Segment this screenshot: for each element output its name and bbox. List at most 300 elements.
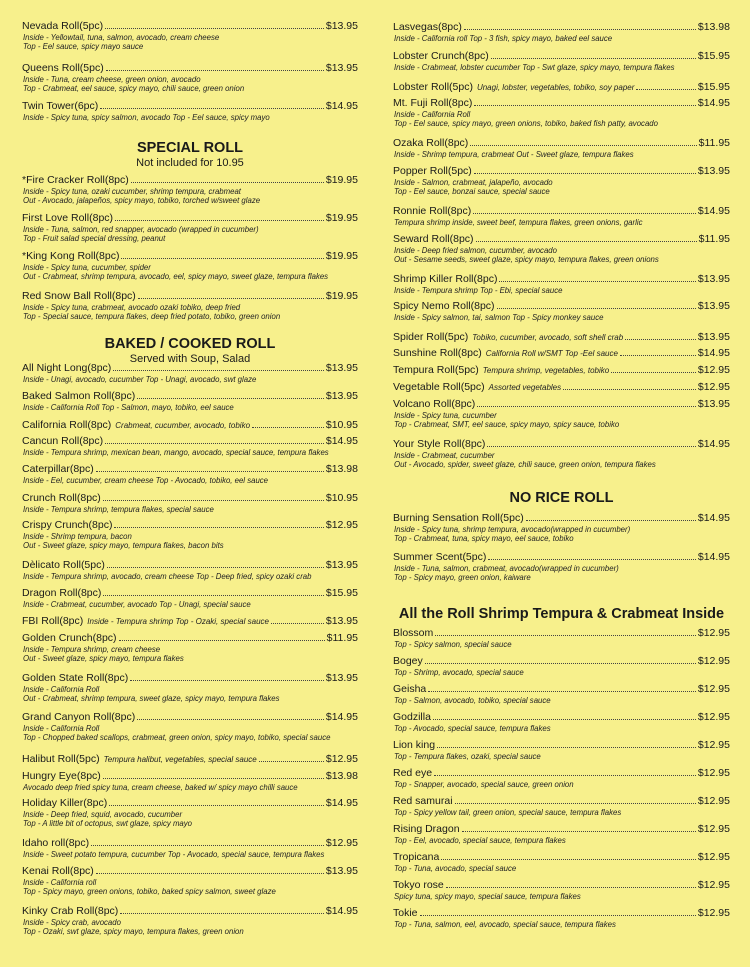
item-description: Top - Tuna, avocado, special sauce — [394, 863, 517, 873]
item-name: Red Snow Ball Roll(8pc) — [22, 290, 136, 302]
dot-leader — [476, 241, 697, 242]
item-description: Top - Crabmeat, eel sauce, spicy mayo, chili sauce, green onion — [23, 83, 245, 93]
menu-item — [22, 632, 358, 663]
menu-item-row — [393, 331, 730, 345]
item-inline-description: Tempura halibut, vegetables, special sauce — [103, 755, 257, 764]
item-name: Caterpillar(8pc) — [22, 463, 94, 475]
item-price: $19.95 — [325, 174, 358, 186]
menu-item — [22, 905, 358, 936]
menu-item-row — [22, 100, 358, 113]
item-price: $12.95 — [697, 795, 730, 807]
item-price: $13.95 — [325, 20, 358, 32]
item-name: Kinky Crab Roll(8pc) — [22, 905, 119, 917]
item-price: $12.95 — [325, 753, 358, 765]
item-description: Top - Eel, avocado, special sauce, tempura flakes — [394, 835, 566, 845]
menu-item — [393, 137, 730, 159]
menu-item-row — [393, 739, 730, 752]
dot-leader — [499, 281, 695, 282]
dot-leader — [428, 691, 696, 692]
item-price: $14.95 — [697, 438, 730, 450]
menu-item — [22, 435, 358, 457]
menu-item — [393, 50, 730, 72]
section-subtitle: Not included for 10.95 — [136, 157, 244, 169]
dot-leader — [464, 29, 696, 30]
item-description: Inside - Spicy crab, avocado — [23, 917, 121, 927]
menu-item — [22, 62, 358, 93]
menu-item — [22, 419, 358, 433]
menu-item — [393, 627, 730, 649]
menu-item — [393, 205, 730, 227]
item-description: Top - Spicy salmon, special sauce — [394, 639, 512, 649]
dot-leader — [119, 640, 325, 641]
item-description: Inside - Tempura shrimp Top - Ebi, special sauce — [394, 285, 563, 295]
item-description: Spicy tuna, spicy mayo, special sauce, tempura flakes — [394, 891, 581, 901]
dot-leader — [425, 663, 696, 664]
item-inline-description: Crabmeat, cucumber, avocado, tobiko — [115, 421, 251, 430]
menu-item-row — [22, 559, 358, 572]
item-description: Top - Special sauce, tempura flakes, deep fried potato, tobiko, green onion — [23, 311, 281, 321]
item-name: Lasvegas(8pc) — [393, 21, 462, 33]
menu-item — [22, 615, 358, 629]
item-price: $13.98 — [325, 770, 358, 782]
item-description: Top - Ozaki, swt glaze, spicy mayo, tempura flakes, green onion — [23, 926, 244, 936]
item-name: Vegetable Roll(5pc) — [393, 381, 485, 393]
dot-leader — [455, 803, 696, 804]
item-description: Top - Snapper, avocado, special sauce, green onion — [394, 779, 574, 789]
item-name: Spicy Nemo Roll(8pc) — [393, 300, 495, 312]
menu-item-row — [22, 797, 358, 810]
dot-leader — [470, 145, 696, 146]
menu-item-row — [22, 212, 358, 225]
dot-leader — [96, 471, 324, 472]
menu-item — [22, 100, 358, 122]
item-price: $15.95 — [325, 587, 358, 599]
section-title: NO RICE ROLL — [509, 490, 614, 506]
menu-item-row — [22, 390, 358, 403]
dot-leader — [563, 389, 696, 390]
item-price: $12.95 — [697, 767, 730, 779]
item-name: Halibut Roll(5pc) — [22, 753, 100, 765]
item-description: Top - Spicy yellow tail, green onion, special sauce, tempura flakes — [394, 807, 622, 817]
item-description: Out - Crabmeat, shrimp tempura, avocado, eel, spicy mayo, sweet glaze, tempura flakes — [23, 271, 329, 281]
item-description: Top - Shrimp, avocado, special sauce — [394, 667, 524, 677]
menu-item — [22, 290, 358, 321]
dot-leader — [636, 89, 695, 90]
item-description: Inside - Tempura shrimp, avocado, cream cheese Top - Deep fried, spicy ozaki crab — [23, 571, 312, 581]
item-description: Top - Crabmeat, SMT, eel sauce, spicy mayo, spicy sauce, tobiko — [394, 419, 620, 429]
item-description: Inside - Shrimp tempura, bacon — [23, 531, 132, 541]
menu-item-row — [393, 364, 730, 378]
menu-item-row — [22, 837, 358, 850]
menu-item — [22, 753, 358, 767]
item-name: Red eye — [393, 767, 433, 779]
dot-leader — [100, 108, 324, 109]
menu-item-row — [393, 97, 730, 110]
section-title: All the Roll Shrimp Tempura & Crabmeat Inside — [398, 606, 725, 622]
section-title: SPECIAL ROLL — [136, 140, 244, 156]
menu-item-row — [22, 20, 358, 33]
dot-leader — [625, 339, 696, 340]
item-name: Godzilla — [393, 711, 431, 723]
item-name: Crunch Roll(8pc) — [22, 492, 101, 504]
dot-leader — [487, 446, 695, 447]
menu-item — [393, 683, 730, 705]
menu-item-row — [393, 21, 730, 34]
item-description: Inside - Sweet potato tempura, cucumber Top - Avocado, special sauce, tempura flakes — [23, 849, 325, 859]
item-description: Inside - Spicy tuna, cucumber — [394, 410, 497, 420]
menu-item — [393, 655, 730, 677]
dot-leader — [96, 873, 324, 874]
menu-item — [393, 711, 730, 733]
item-price: $14.95 — [697, 512, 730, 524]
dot-leader — [131, 182, 324, 183]
item-name: California Roll(8pc) — [22, 419, 112, 431]
item-description: Inside - Deep fried, squid, avocado, cucumber — [23, 809, 183, 819]
menu-item — [22, 837, 358, 859]
item-name: FBI Roll(8pc) — [22, 615, 84, 627]
item-name: Nevada Roll(5pc) — [22, 20, 104, 32]
menu-item-row — [22, 672, 358, 685]
menu-item-row — [22, 362, 358, 375]
dot-leader — [620, 355, 696, 356]
item-description: Top - Tempura flakes, ozaki, special sauce — [394, 751, 541, 761]
item-description: Top - Eel sauce, bonzai sauce, special sauce — [394, 186, 550, 196]
dot-leader — [611, 372, 696, 373]
item-name: Red samurai — [393, 795, 453, 807]
item-name: Volcano Roll(8pc) — [393, 398, 476, 410]
menu-item — [393, 300, 730, 322]
item-name: All Night Long(8pc) — [22, 362, 112, 374]
dot-leader — [103, 500, 324, 501]
menu-item — [393, 739, 730, 761]
menu-item-row — [393, 627, 730, 640]
item-name: Mt. Fuji Roll(8pc) — [393, 97, 473, 109]
item-inline-description: Inside - Tempura shrimp Top - Ozaki, special sauce — [87, 617, 269, 626]
menu-item — [393, 273, 730, 295]
section-all-the-roll-shrimp-tempura-crabmeat-inside — [393, 606, 730, 623]
item-description: Inside - Tuna, cream cheese, green onion, avocado — [23, 74, 201, 84]
dot-leader — [91, 845, 324, 846]
item-description: Top - Tuna, salmon, eel, avocado, special sauce, tempura flakes — [394, 919, 616, 929]
item-inline-description: Tempura shrimp, vegetables, tobiko — [482, 366, 610, 375]
dot-leader — [105, 443, 324, 444]
item-name: Baked Salmon Roll(8pc) — [22, 390, 136, 402]
menu-item-row — [22, 250, 358, 263]
menu-item-row — [393, 137, 730, 150]
menu-item-row — [22, 492, 358, 505]
item-description: Top - A little bit of octopus, swt glaze, spicy mayo — [23, 818, 193, 828]
item-description: Inside - Shrimp tempura, crabmeat Out - Sweet glaze, tempura flakes — [394, 149, 634, 159]
menu-item-row — [22, 587, 358, 600]
dot-leader — [526, 520, 696, 521]
menu-item-row — [22, 711, 358, 724]
menu-item-row — [22, 174, 358, 187]
item-price: $13.95 — [325, 62, 358, 74]
menu-item-row — [22, 770, 358, 783]
section-subtitle: Served with Soup, Salad — [129, 353, 251, 365]
menu-item-row — [393, 711, 730, 724]
item-description: Inside - Yellowtail, tuna, salmon, avocado, cream cheese — [23, 32, 220, 42]
menu-item-row — [22, 632, 358, 645]
item-description: Inside - Crabmeat, cucumber — [394, 450, 495, 460]
menu-item-row — [393, 551, 730, 564]
item-name: Dragon Roll(8pc) — [22, 587, 102, 599]
item-name: Your Style Roll(8pc) — [393, 438, 486, 450]
dot-leader — [437, 747, 696, 748]
dot-leader — [252, 427, 324, 428]
menu-item-row — [22, 615, 358, 629]
item-price: $12.95 — [697, 739, 730, 751]
dot-leader — [103, 778, 324, 779]
item-name: Tempura Roll(5pc) — [393, 364, 479, 376]
item-name: Lobster Roll(5pc) — [393, 81, 473, 93]
item-name: Lobster Crunch(8pc) — [393, 50, 489, 62]
menu-item-row — [22, 463, 358, 476]
menu-item — [393, 364, 730, 378]
item-price: $14.95 — [697, 205, 730, 217]
menu-item-row — [22, 62, 358, 75]
item-description: Top - Chopped baked scallops, crabmeat, green onion, spicy mayo, tobiko, special sauce — [23, 732, 331, 742]
item-description: Inside - Tempura shrimp, cream cheese — [23, 644, 161, 654]
item-name: Summer Scent(5pc) — [393, 551, 487, 563]
item-description: Top - Spicy mayo, green onion, kaiware — [394, 572, 531, 582]
menu-item — [22, 797, 358, 828]
item-name: Golden State Roll(8pc) — [22, 672, 129, 684]
item-name: *King Kong Roll(8pc) — [22, 250, 120, 262]
item-price: $14.95 — [325, 711, 358, 723]
menu-item-row — [393, 655, 730, 668]
item-price: $12.95 — [697, 907, 730, 919]
item-price: $13.95 — [325, 615, 358, 627]
item-description: Inside - California roll Top - 3 fish, spicy mayo, baked eel sauce — [394, 33, 613, 43]
item-price: $10.95 — [325, 419, 358, 431]
item-description: Out - Avocado, spider, sweet glaze, chili sauce, green onion, tempura flakes — [394, 459, 656, 469]
item-inline-description: Tobiko, cucumber, avocado, soft shell crab — [472, 333, 624, 342]
menu-item — [393, 233, 730, 264]
item-name: Tokyo rose — [393, 879, 444, 891]
item-price: $14.95 — [697, 347, 730, 359]
item-price: $19.95 — [325, 250, 358, 262]
item-description: Inside - Spicy tuna, shrimp tempura, avocado(wrapped in cucumber) — [394, 524, 631, 534]
menu-item-row — [393, 273, 730, 286]
menu-item — [393, 165, 730, 196]
dot-leader — [105, 28, 324, 29]
item-description: Inside - Tempura shrimp, tempura flakes, special sauce — [23, 504, 214, 514]
menu-item-row — [393, 767, 730, 780]
item-price: $14.95 — [697, 551, 730, 563]
item-price: $14.95 — [325, 435, 358, 447]
item-description: Inside - Spicy tuna, crabmeat, avocado ozaki tobiko, deep fried — [23, 302, 241, 312]
menu-item-row — [393, 381, 730, 395]
dot-leader — [109, 805, 324, 806]
item-name: Rising Dragon — [393, 823, 460, 835]
dot-leader — [446, 887, 696, 888]
item-price: $13.95 — [697, 165, 730, 177]
item-description: Inside - California Roll — [23, 684, 100, 694]
menu-item — [393, 21, 730, 43]
menu-item — [22, 672, 358, 703]
item-description: Top - Eel sauce, spicy mayo, green onions, tobiko, baked fish patty, avocado — [394, 118, 658, 128]
menu-item — [393, 767, 730, 789]
dot-leader — [271, 623, 324, 624]
dot-leader — [433, 719, 696, 720]
dot-leader — [113, 370, 324, 371]
item-price: $12.95 — [697, 655, 730, 667]
item-description: Inside - Crabmeat, lobster cucumber Top - Swt glaze, spicy mayo, tempura flakes — [394, 62, 675, 72]
dot-leader — [103, 595, 324, 596]
menu-item-row — [393, 398, 730, 411]
dot-leader — [420, 915, 696, 916]
item-price: $19.95 — [325, 290, 358, 302]
dot-leader — [115, 220, 324, 221]
menu-item — [393, 879, 730, 901]
item-description: Inside - Tuna, salmon, red snapper, avocado (wrapped in cucumber) — [23, 224, 259, 234]
item-name: Golden Crunch(8pc) — [22, 632, 117, 644]
dot-leader — [107, 567, 324, 568]
item-description: Inside - Spicy tuna, ozaki cucumber, shrimp tempura, crabmeat — [23, 186, 241, 196]
item-description: Inside - California roll — [23, 877, 97, 887]
item-description: Inside - Unagi, avocado, cucumber Top - Unagi, avocado, swt glaze — [23, 374, 257, 384]
item-price: $12.95 — [697, 823, 730, 835]
item-description: Avocado deep fried spicy tuna, cream cheese, baked w/ spicy mayo chilli sauce — [23, 782, 298, 792]
item-name: Bogey — [393, 655, 423, 667]
menu-item — [393, 97, 730, 128]
item-price: $14.95 — [325, 905, 358, 917]
item-description: Inside - Tuna, salmon, crabmeat, avocado(wrapped in cucumber) — [394, 563, 619, 573]
menu-item-row — [393, 907, 730, 920]
item-description: Inside - California Roll Top - Salmon, mayo, tobiko, eel sauce — [23, 402, 234, 412]
menu-item-row — [22, 435, 358, 448]
item-price: $12.95 — [325, 837, 358, 849]
menu-item — [393, 851, 730, 873]
item-price: $13.95 — [325, 362, 358, 374]
item-description: Out - Crabmeat, shrimp tempura, sweet glaze, spicy mayo, tempura flakes — [23, 693, 280, 703]
item-description: Top - Fruit salad special dressing, peanut — [23, 233, 166, 243]
item-name: Dèlicato Roll(5pc) — [22, 559, 105, 571]
item-inline-description: California Roll w/SMT Top -Eel sauce — [485, 349, 618, 358]
dot-leader — [474, 173, 696, 174]
menu-item-row — [22, 905, 358, 918]
item-name: Ronnie Roll(8pc) — [393, 205, 472, 217]
menu-item — [393, 381, 730, 395]
item-description: Inside - California Roll — [23, 723, 100, 733]
item-description: Out - Sweet glaze, spicy mayo, tempura flakes, bacon bits — [23, 540, 224, 550]
item-price: $13.95 — [325, 390, 358, 402]
menu-item-row — [393, 823, 730, 836]
item-price: $11.95 — [698, 233, 730, 245]
item-description: Top - Salmon, avocado, tobiko, special sauce — [394, 695, 551, 705]
item-description: Inside - Spicy tuna, spicy salmon, avocado Top - Eel sauce, spicy mayo — [23, 112, 270, 122]
dot-leader — [138, 298, 324, 299]
dot-leader — [120, 913, 324, 914]
item-name: First Love Roll(8pc) — [22, 212, 114, 224]
dot-leader — [441, 859, 696, 860]
menu-item-row — [22, 865, 358, 878]
item-name: Kenai Roll(8pc) — [22, 865, 94, 877]
menu-item — [22, 362, 358, 384]
item-price: $14.95 — [325, 797, 358, 809]
dot-leader — [121, 258, 323, 259]
menu-item — [22, 250, 358, 281]
dot-leader — [137, 719, 324, 720]
menu-item — [393, 81, 730, 95]
menu-item-row — [393, 81, 730, 95]
menu-item — [22, 20, 358, 51]
item-price: $10.95 — [325, 492, 358, 504]
item-name: Ozaka Roll(8pc) — [393, 137, 469, 149]
menu-item-row — [393, 205, 730, 218]
menu-item-row — [393, 851, 730, 864]
menu-item-row — [393, 879, 730, 892]
dot-leader — [259, 761, 324, 762]
menu-item — [393, 907, 730, 929]
item-name: Sunshine Roll(8pc) — [393, 347, 482, 359]
section-special-roll — [22, 140, 358, 170]
item-description: Inside - Eel, cucumber, cream cheese Top - Avocado, tobiko, eel sauce — [23, 475, 269, 485]
dot-leader — [473, 213, 696, 214]
menu-item — [22, 587, 358, 609]
menu-item — [22, 174, 358, 205]
menu-item — [393, 551, 730, 582]
item-price: $12.95 — [697, 851, 730, 863]
item-name: Holiday Killer(8pc) — [22, 797, 108, 809]
item-price: $13.98 — [697, 21, 730, 33]
item-price: $12.95 — [325, 519, 358, 531]
item-description: Out - Sweet glaze, spicy mayo, tempura flakes — [23, 653, 184, 663]
item-description: Out - Avocado, jalapeños, spicy mayo, tobiko, torched w/sweet glaze — [23, 195, 261, 205]
item-description: Inside - Spicy salmon, tai, salmon Top - Spicy monkey sauce — [394, 312, 604, 322]
menu-item-row — [393, 233, 730, 246]
menu-item-row — [393, 795, 730, 808]
menu-item-row — [22, 419, 358, 433]
item-description: Inside - Crabmeat, cucumber, avocado Top - Unagi, special sauce — [23, 599, 251, 609]
item-name: Tropicana — [393, 851, 440, 863]
item-name: *Fire Cracker Roll(8pc) — [22, 174, 129, 186]
item-price: $15.95 — [697, 50, 730, 62]
item-description: Inside - Spicy tuna, cucumber, spider — [23, 262, 151, 272]
item-price: $13.95 — [325, 672, 358, 684]
dot-leader — [488, 559, 696, 560]
item-name: Cancun Roll(8pc) — [22, 435, 104, 447]
dot-leader — [434, 775, 696, 776]
item-description: Top - Crabmeat, tuna, spicy mayo, eel sauce, tobiko — [394, 533, 574, 543]
item-inline-description: Assorted vegetables — [488, 383, 562, 392]
item-description: Inside - Salmon, crabmeat, jalapeño, avocado — [394, 177, 553, 187]
menu-item-row — [393, 512, 730, 525]
item-name: Spider Roll(5pc) — [393, 331, 469, 343]
dot-leader — [106, 70, 324, 71]
menu-item — [22, 390, 358, 412]
item-price: $12.95 — [697, 364, 730, 376]
item-name: Burning Sensation Roll(5pc) — [393, 512, 524, 524]
dot-leader — [474, 105, 696, 106]
menu-item — [22, 770, 358, 792]
item-name: Twin Tower(6pc) — [22, 100, 99, 112]
item-price: $15.95 — [697, 81, 730, 93]
item-price: $12.95 — [697, 879, 730, 891]
item-description: Inside - California Roll — [394, 109, 471, 119]
item-price: $13.95 — [325, 559, 358, 571]
item-description: Top - Spicy mayo, green onions, tobiko, baked spicy salmon, sweet glaze — [23, 886, 276, 896]
item-price: $13.95 — [697, 331, 730, 343]
menu-item — [393, 438, 730, 469]
menu-item — [393, 512, 730, 543]
menu-item — [393, 823, 730, 845]
item-price: $13.95 — [325, 865, 358, 877]
item-price: $19.95 — [325, 212, 358, 224]
menu-item — [22, 463, 358, 485]
item-price: $12.95 — [697, 711, 730, 723]
